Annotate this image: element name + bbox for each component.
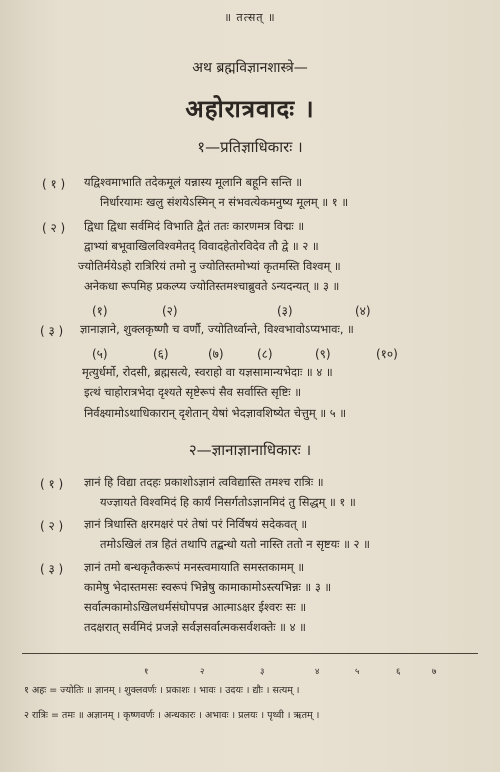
verse-number: ( १ ) — [42, 177, 66, 191]
verse-line: ज्योतिर्मयेऽहो रात्रिरियं तमो नु ज्योतिस्तमोभ्यां कृतमस्ति विश्वम् ॥ — [78, 259, 341, 273]
verse-number: ( २ ) — [42, 221, 66, 235]
verse-line: तदक्षरात् सर्वमिदं प्रजज्ञे सर्वज्ञसर्वात्मकसर्वशक्तेः ॥ ४ ॥ — [84, 620, 306, 634]
gloss-marker: (१०) — [376, 347, 398, 361]
gloss-marker: (२) — [162, 304, 178, 318]
verse-line: ज्ञानं हि विद्या तदहः प्रकाशोऽज्ञानं त्वविद्यास्ति तमश्च रात्रिः ॥ — [84, 475, 324, 489]
verse-number: ( ३ ) — [40, 324, 64, 338]
footnote-rule — [22, 653, 478, 654]
verse-line: तमोऽखिलं तत्र हितं तथापि तद्बन्धो यतो नास्ति ततो न सृष्टयः ॥ २ ॥ — [100, 537, 370, 551]
running-head: ॥ तत्सत् ॥ — [224, 11, 276, 24]
verse-line: ज्ञानं त्रिधास्ति क्षरमक्षरं परं तेषां परं निर्विषयं सदेकवत् ॥ — [84, 517, 308, 531]
chapter-subtitle: अथ ब्रह्मविज्ञानशास्त्रे— — [192, 60, 308, 76]
verse-number: ( १ ) — [40, 477, 64, 491]
gloss-marker: (३) — [277, 304, 293, 318]
verse-number: ( ३ ) — [40, 562, 64, 576]
footnote-number: ४ — [315, 667, 320, 677]
gloss-marker: (५) — [92, 347, 108, 361]
verse-line: सर्वात्मकामोऽखिलधर्मसंघोपपन्न आत्माऽक्षर ईश्वरः सः ॥ — [84, 600, 307, 614]
verse-line: द्विधा द्विधा सर्वमिदं विभाति द्वैतं ततः कारणमत्र विद्मः ॥ — [84, 219, 305, 233]
verse-line: निर्धारयामः खलु संशयेऽस्मिन् न संभवत्येकमनुष्य मूलम् ॥ १ ॥ — [100, 195, 349, 209]
footnote-number: १ — [144, 667, 149, 677]
gloss-marker: (७) — [208, 347, 224, 361]
gloss-marker: (९) — [315, 347, 331, 361]
footnote-number: २ — [200, 667, 205, 677]
section1-heading: १—प्रतिज्ञाधिकारः । — [197, 138, 303, 156]
chapter-title: अहोरात्रवादः । — [185, 95, 315, 123]
verse-line: ज्ञानाज्ञाने, शुक्लकृष्णौ च वर्णौ, ज्योतिर्ध्वान्ते, विश्वभावोऽप्यभावः, ॥ — [80, 322, 354, 336]
footnote-number: ३ — [260, 667, 265, 677]
gloss-marker: (४) — [355, 304, 371, 318]
verse-line: मृत्युर्धर्मो, रोदसी, ब्रह्मसत्ये, स्वराहो वा यज्ञसामान्यभेदाः ॥ ४ ॥ — [82, 365, 333, 379]
gloss-marker: (६) — [153, 347, 169, 361]
footnote-number: ५ — [355, 667, 360, 677]
verse-line: कामेषु भेदास्तमसः स्वरूपं भिन्नेषु कामाकामोऽस्त्यभिन्नः ॥ ३ ॥ — [84, 580, 332, 594]
verse-number: ( २ ) — [40, 519, 64, 533]
footnote-number: ६ — [396, 667, 401, 677]
gloss-marker: (१) — [92, 304, 108, 318]
verse-line: अनेकधा रूपमिह प्रकल्प्य ज्योतिस्तमश्चाब्रुवते ऽन्यदन्यत् ॥ ३ ॥ — [84, 279, 340, 293]
verse-line: यज्ज्ञायते विश्वमिदं हि कार्यं निसर्गतोऽज्ञानमिदं तु सिद्धम् ॥ १ ॥ — [100, 495, 356, 509]
section2-heading: २—ज्ञानाज्ञानाधिकारः । — [188, 441, 312, 459]
verse-line: इत्थं चाहोरात्रभेदा दृश्यते सृष्टेरूपं सैव सर्वास्ति सृष्टिः ॥ — [84, 385, 302, 399]
verse-line: यद्विश्वमाभाति तदेकमूलं यन्नास्य मूलानि बहूनि सन्ति ॥ — [84, 175, 303, 189]
verse-line: निर्वक्ष्यामोऽथाधिकारान् दृशेतान् येषां भेदज्ञावशिष्येत चेत्तुम् ॥ ५ ॥ — [84, 406, 347, 420]
gloss-marker: (८) — [257, 347, 273, 361]
footnote-line: २ रात्रिः = तमः ॥ अज्ञानम् । कृष्णवर्णः । अन्धकारः । अभावः । प्रलयः । पृथ्वी । ऋतम् । — [24, 710, 320, 721]
verse-line: ज्ञानं तमो बन्धकृतैकरूपं मनस्त्वमायाति समस्तकामम् ॥ — [84, 560, 305, 574]
footnote-number: ७ — [432, 667, 437, 677]
footnote-line: १ अहः = ज्योतिः ॥ ज्ञानम् । शुक्लवर्णः । प्रकाशः । भावः । उदयः । द्यौः । सत्यम् । — [24, 685, 300, 696]
verse-line: द्वाभ्यां बभूवाखिलविश्वमेतद् विवादहेतोरविदेव तौ द्वे ॥ २ ॥ — [84, 239, 319, 253]
